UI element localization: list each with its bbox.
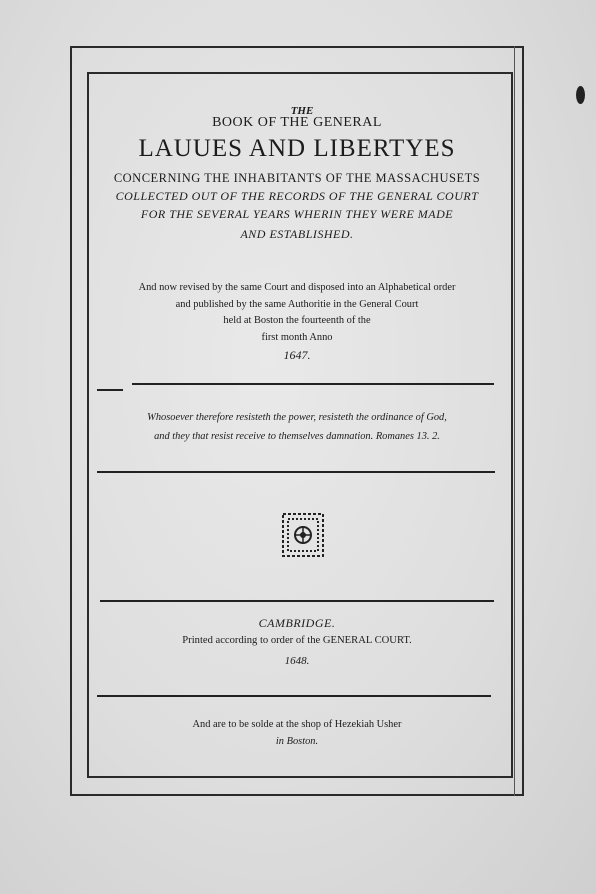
year-1648: 1648. <box>284 655 310 667</box>
revised-line-4: first month Anno <box>261 332 333 343</box>
rule-2 <box>97 471 495 473</box>
title-main: LAUUES AND LIBERTYES <box>138 135 456 162</box>
subtitle-collected-2: FOR THE SEVERAL YEARS WHERIN THEY WERE MADE <box>140 207 454 221</box>
subtitle-collected-3: AND ESTABLISHED. <box>240 227 354 241</box>
printers-ornament-icon <box>282 513 324 557</box>
imprint-printed: Printed according to order of the GENERAL COURT. <box>182 635 412 646</box>
quote-line-2: and they that resist receive to themselves damnation. Romanes 13. 2. <box>154 431 440 442</box>
year-1647: 1647. <box>283 348 311 362</box>
rule-4 <box>97 695 491 697</box>
subtitle-collected-1: COLLECTED OUT OF THE RECORDS OF THE GENERAL COURT <box>115 189 479 203</box>
rule-1 <box>132 383 494 385</box>
revised-line-3: held at Boston the fourteenth of the <box>223 315 371 326</box>
rule-3 <box>100 600 494 602</box>
sold-line-2: in Boston. <box>275 736 319 747</box>
subtitle-concerning: CONCERNING THE INHABITANTS OF THE MASSACHUSETS <box>113 171 481 185</box>
quote-line-1: Whosoever therefore resisteth the power, resisteth the ordinance of God, <box>147 412 447 423</box>
title-the: THE <box>290 105 314 117</box>
rule-tick-1 <box>97 389 123 391</box>
revised-line-2: and published by the same Authoritie in the General Court <box>175 299 419 310</box>
sold-line-1: And are to be solde at the shop of Hezekiah Usher <box>192 719 402 730</box>
title-book-of-the-general: BOOK OF THE GENERAL <box>212 115 382 130</box>
ink-blot <box>576 86 585 104</box>
imprint-place: CAMBRIDGE. <box>258 616 336 630</box>
revised-line-1: And now revised by the same Court and disposed into an Alphabetical order <box>138 282 456 293</box>
